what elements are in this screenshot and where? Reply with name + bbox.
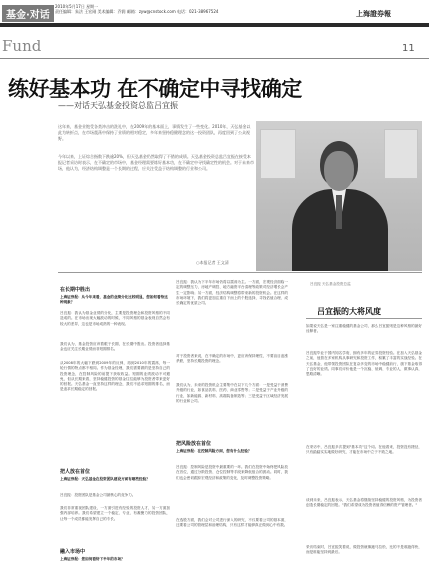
- article-headline: 练好基本功 在不确定中寻找确定: [8, 77, 302, 101]
- col2-heading-1: 把风险放在首位: [176, 441, 212, 447]
- col1-question-1: 上海证券报：从今年来看，基金的业绩分化比较明显，您如何看待这种现象？: [60, 295, 168, 305]
- photo-window-right: [384, 129, 418, 179]
- col2-question-1: 上海证券报：在控制风险方面，您有什么经验？: [176, 449, 252, 453]
- col1-question-3: 上海证券报：您如何看待下半年的市场？: [60, 557, 125, 561]
- col2-paragraph-2: 对于投资者来说，在不确定的市场中，更应该保持理性，不要盲目追涨杀跌，坚持长期投资的理念。: [176, 354, 288, 364]
- col1-heading-2: 把人放在首位: [60, 469, 91, 475]
- col1-paragraph-3: 从2008年的大幅下跌到2009年的反弹，再到2010年的震荡，每一轮行情的特点都不相同。作为基金经理，我们需要做的是坚持自己的投资理念，在控制风险的前提下获取收益。短期的业绩波动不可避免，但从长期来看，坚持稳健投资的基金往往能够为投资者带来更好的回报。天弘基金一直坚持这样的理念，我们不追求短期的排名，而是追求长期稳定的回报。: [60, 361, 170, 392]
- col1-heading-3: 融入市场中: [60, 549, 86, 555]
- article-subtitle: ——对话天弘基金投资总监吕宜振: [58, 101, 178, 110]
- col2-paragraph-4: 吕宜振：控制风险是投资中最重要的一环。我们在投资中始终把风险放在首位，通过分散投资、仓位控制等手段来降低组合的波动。同时，我们也会密切跟踪宏观经济和政策的变化，及时调整投资策略。: [176, 465, 288, 480]
- portrait-photo: [256, 121, 422, 271]
- col1-paragraph-4: 吕宜振：投资团队是基金公司最核心的竞争力。: [60, 493, 136, 497]
- intro-paragraph-2: 今年以来，上证综合指数下跌逾20%，但天弘基金仍然取得了不错的成绩。天弘基金投资总监吕宜振在接受本报记者采访时表示，在不确定的市场中，基金经理需要练好基本功，在不确定中寻找确定性的机会。对于未来市场，他认为，经济结构调整是一个长期的过程，应关注受益于结构调整的行业和公司。: [58, 154, 254, 171]
- col1-paragraph-1: 吕宜振：我认为基金业绩的分化，主要是投资理念和投资风格的不同造成的。在市场出现大幅波动的时候，不同风格的基金表现自然会有较大的差异，这也是市场成熟的一种表现。: [60, 311, 170, 326]
- sidebar-paragraph-2: 吕宜振毕业于国内知名学府，拥有多年的证券投资经验。在加入天弘基金之前，他曾在多家机构从事研究和投资工作，积累了丰富的实战经验。在天弘基金，他带领投资团队在复杂多变的市场中稳健前行，旗下基金取得了良好的业绩。同事们评价他是一个沉稳、低调、专业的人，做事认真，思路清晰。: [306, 351, 422, 377]
- section-label: 基金·对话: [2, 5, 54, 22]
- fund-label: Fund: [2, 37, 42, 55]
- sidebar-paragraph-5: 采访结束时，吕宜振笑着说，做投资就像跑马拉松，比的不是谁跑得快，而是谁能坚持到最后。: [306, 545, 422, 555]
- header-thin-rule: [0, 58, 429, 59]
- sidebar-paragraph-1: 如果说天弘是一家注重稳健的基金公司，那么吕宜振则是这种风格的最好诠释者。: [306, 324, 422, 334]
- page-number: 11: [402, 43, 415, 54]
- col1-question-2: 上海证券报：天弘基金在投资团队建设方面有哪些经验？: [60, 477, 150, 481]
- col1-paragraph-5: 我们非常重视团队建设，一方面引进有经验的投资人才，另一方面加强内部培养。我们希望建立一个稳定、专业、有凝聚力的投资团队，让每一个成员都能发挥自己的专长。: [60, 506, 170, 521]
- photo-tie: [336, 195, 342, 229]
- header-rule: [0, 23, 429, 27]
- intro-paragraph-1: 这年来，基金业饱受各类冲击的洗礼中，在2009年的基本面上，事情发生了一些变化。2010年，天弘基金以此为转折点，在市场震荡中保持了业绩的相对稳定，多年来坚持稳健理念的这一投资团队，再度回到了公众视野。: [58, 124, 251, 141]
- col1-paragraph-2: 我们认为，基金投资应该着眼于长期，在长期中胜出。投资者选择基金也应关注长期业绩而非短期排名。: [60, 342, 170, 352]
- photo-caption: 吕宜振 天弘基金投资总监: [310, 282, 351, 286]
- header-editors: 责任编辑：朱法 王宏刚 美术编辑：乔润 邮箱：zyw@cnstock.com 电话：021-38967524: [55, 9, 219, 14]
- col1-heading-1: 在长期中胜出: [60, 287, 91, 293]
- header-date: 2010年5月17日 星期一: [55, 4, 99, 9]
- sidebar-paragraph-4: 谈到未来，吕宜振表示，天弘基金将继续坚持稳健的投资风格，为投资者创造长期稳定的回报。"我们希望成为投资者值得信赖的资产管理者。": [306, 498, 422, 508]
- sidebar-paragraph-3: 在采访中，吕宜振多次提到"基本功"这个词。在他看来，投资没有捷径，只有踏踏实实地做好研究，才能在市场中立于不败之地。: [306, 445, 422, 455]
- sidebar-title: 吕宜振的大将风度: [317, 307, 381, 316]
- col2-paragraph-1: 吕宜振：我认为下半年市场仍将以震荡为主。一方面，宏观经济面临一定的调整压力，房地产调控、地方融资平台清理等政策对经济增长会产生一定影响；另一方面，经济结构调整将带来新的投资机会。在这样的市场环境下，我们将更加注重自下而上的个股选择，寻找估值合理、成长确定的优质公司。: [176, 280, 288, 306]
- byline: ○本报记者 王文清: [196, 260, 229, 265]
- photo-window-left: [260, 129, 296, 179]
- newspaper-brand: 上海證券報: [356, 9, 391, 18]
- section-divider: [58, 272, 422, 273]
- col2-paragraph-5: 在选股方面，我们会对公司进行深入的研究，不仅要看公司的基本面，还要看公司的管理层和治理结构，只有这样才能够真正做到心中有数。: [176, 518, 288, 528]
- col2-paragraph-3: 我们认为，未来的投资机会主要集中在以下几个方面：一是受益于消费升级的行业，如食品饮料、医药、商业零售等；二是受益于产业升级的行业，如新能源、新材料、高端装备制造等；三是受益于区域经济发展的行业和公司。: [176, 383, 288, 403]
- sidebar-rule: [306, 318, 422, 319]
- header-meta: [55, 4, 265, 14]
- photo-face: [324, 151, 354, 191]
